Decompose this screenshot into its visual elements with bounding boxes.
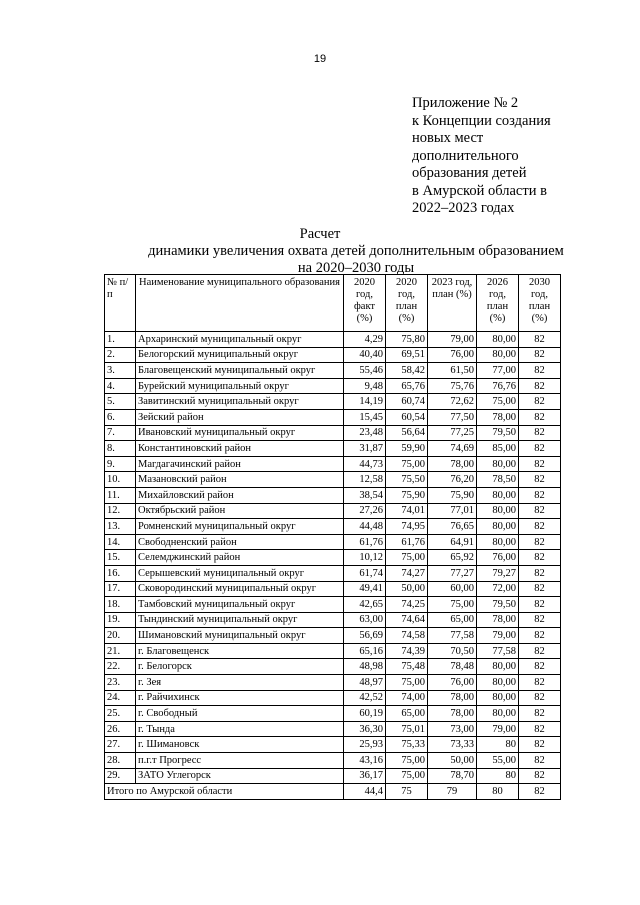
row-plan-2023: 73,00 [428, 721, 477, 737]
page-number: 19 [313, 53, 327, 65]
row-num: 4. [105, 378, 136, 394]
row-municipality: Ромненский муниципальный округ [136, 519, 344, 535]
row-municipality: п.г.т Прогресс [136, 753, 344, 769]
row-plan-2030: 82 [519, 472, 561, 488]
row-fact-2020: 65,16 [344, 643, 386, 659]
appendix-line: к Концепции создания [412, 112, 551, 129]
header-fact-2020: 2020 год, факт (%) [344, 275, 386, 332]
row-plan-2020: 61,76 [386, 534, 428, 550]
row-num: 11. [105, 487, 136, 503]
row-fact-2020: 14,19 [344, 394, 386, 410]
row-municipality: Октябрьский район [136, 503, 344, 519]
row-num: 20. [105, 628, 136, 644]
row-num: 14. [105, 534, 136, 550]
row-plan-2030: 82 [519, 456, 561, 472]
row-plan-2030: 82 [519, 441, 561, 457]
row-plan-2020: 75,90 [386, 487, 428, 503]
row-fact-2020: 25,93 [344, 737, 386, 753]
row-num: 22. [105, 659, 136, 675]
row-plan-2020: 74,64 [386, 612, 428, 628]
table-row [105, 659, 561, 675]
table-row [105, 690, 561, 706]
row-num: 2. [105, 347, 136, 363]
row-plan-2023: 76,00 [428, 347, 477, 363]
table-row [105, 519, 561, 535]
row-fact-2020: 48,98 [344, 659, 386, 675]
row-plan-2030: 82 [519, 612, 561, 628]
row-plan-2020: 74,25 [386, 597, 428, 613]
row-plan-2026: 80,00 [477, 347, 519, 363]
row-fact-2020: 15,45 [344, 409, 386, 425]
table-row [105, 394, 561, 410]
row-plan-2026: 79,00 [477, 721, 519, 737]
table-row [105, 441, 561, 457]
row-plan-2020: 65,00 [386, 706, 428, 722]
header-plan-2020: 2020 год, план (%) [386, 275, 428, 332]
row-plan-2020: 60,74 [386, 394, 428, 410]
row-plan-2023: 75,90 [428, 487, 477, 503]
total-plan-2023: 79 [428, 784, 477, 800]
row-plan-2023: 76,20 [428, 472, 477, 488]
table-row [105, 565, 561, 581]
row-plan-2026: 76,00 [477, 550, 519, 566]
row-plan-2030: 82 [519, 659, 561, 675]
row-fact-2020: 27,26 [344, 503, 386, 519]
row-plan-2020: 74,95 [386, 519, 428, 535]
row-plan-2020: 56,64 [386, 425, 428, 441]
row-municipality: г. Свободный [136, 706, 344, 722]
row-plan-2020: 75,80 [386, 332, 428, 348]
appendix-line: Приложение № 2 [412, 95, 519, 111]
total-plan-2030: 82 [519, 784, 561, 800]
table-row [105, 706, 561, 722]
table-row [105, 753, 561, 769]
row-plan-2030: 82 [519, 550, 561, 566]
row-plan-2030: 82 [519, 706, 561, 722]
row-plan-2023: 79,00 [428, 332, 477, 348]
row-municipality: г. Райчихинск [136, 690, 344, 706]
header-plan-2026: 2026 год, план (%) [477, 275, 519, 332]
row-plan-2023: 77,01 [428, 503, 477, 519]
row-num: 17. [105, 581, 136, 597]
row-plan-2023: 78,00 [428, 690, 477, 706]
row-plan-2020: 75,01 [386, 721, 428, 737]
row-plan-2023: 75,00 [428, 597, 477, 613]
row-num: 1. [105, 332, 136, 348]
row-num: 8. [105, 441, 136, 457]
row-plan-2030: 82 [519, 503, 561, 519]
row-plan-2026: 80,00 [477, 675, 519, 691]
row-municipality: г. Зея [136, 675, 344, 691]
row-plan-2023: 72,62 [428, 394, 477, 410]
row-plan-2030: 82 [519, 628, 561, 644]
row-fact-2020: 61,74 [344, 565, 386, 581]
row-plan-2030: 82 [519, 753, 561, 769]
row-plan-2020: 75,00 [386, 675, 428, 691]
table-row [105, 456, 561, 472]
row-plan-2023: 65,92 [428, 550, 477, 566]
row-plan-2030: 82 [519, 643, 561, 659]
row-plan-2020: 65,76 [386, 378, 428, 394]
row-municipality: Тамбовский муниципальный округ [136, 597, 344, 613]
row-num: 16. [105, 565, 136, 581]
row-num: 9. [105, 456, 136, 472]
row-num: 29. [105, 768, 136, 784]
row-plan-2020: 75,00 [386, 550, 428, 566]
row-plan-2026: 79,00 [477, 628, 519, 644]
row-fact-2020: 44,48 [344, 519, 386, 535]
table-row [105, 378, 561, 394]
header-num: № п/п [105, 275, 136, 332]
row-municipality: ЗАТО Углегорск [136, 768, 344, 784]
appendix-block [412, 95, 612, 218]
row-num: 3. [105, 363, 136, 379]
row-plan-2023: 77,27 [428, 565, 477, 581]
row-plan-2023: 77,50 [428, 409, 477, 425]
table-row [105, 675, 561, 691]
row-fact-2020: 43,16 [344, 753, 386, 769]
row-fact-2020: 23,48 [344, 425, 386, 441]
document-subtitle: динамики увеличения охвата детей дополнительным образованием на 2020–2030 годы [148, 243, 564, 276]
table-row [105, 425, 561, 441]
row-num: 13. [105, 519, 136, 535]
row-municipality: Селемджинский район [136, 550, 344, 566]
table-row [105, 534, 561, 550]
row-fact-2020: 44,73 [344, 456, 386, 472]
row-fact-2020: 55,46 [344, 363, 386, 379]
row-plan-2020: 59,90 [386, 441, 428, 457]
row-plan-2030: 82 [519, 737, 561, 753]
row-plan-2020: 74,58 [386, 628, 428, 644]
row-fact-2020: 49,41 [344, 581, 386, 597]
row-fact-2020: 42,65 [344, 597, 386, 613]
row-plan-2026: 55,00 [477, 753, 519, 769]
row-fact-2020: 63,00 [344, 612, 386, 628]
row-municipality: Шимановский муниципальный округ [136, 628, 344, 644]
total-plan-2020: 75 [386, 784, 428, 800]
table-row [105, 550, 561, 566]
row-fact-2020: 48,97 [344, 675, 386, 691]
row-num: 5. [105, 394, 136, 410]
row-plan-2030: 82 [519, 378, 561, 394]
table-total-row [105, 784, 561, 800]
table-row [105, 768, 561, 784]
row-num: 23. [105, 675, 136, 691]
table-row [105, 503, 561, 519]
row-plan-2020: 75,50 [386, 472, 428, 488]
table-header-row [105, 275, 561, 332]
row-plan-2030: 82 [519, 425, 561, 441]
row-plan-2023: 70,50 [428, 643, 477, 659]
row-plan-2023: 78,00 [428, 456, 477, 472]
row-plan-2026: 75,00 [477, 394, 519, 410]
row-fact-2020: 12,58 [344, 472, 386, 488]
row-plan-2026: 80,00 [477, 456, 519, 472]
row-fact-2020: 61,76 [344, 534, 386, 550]
header-plan-2023: 2023 год, план (%) [428, 275, 477, 332]
row-municipality: Белогорский муниципальный округ [136, 347, 344, 363]
row-plan-2023: 76,00 [428, 675, 477, 691]
row-num: 18. [105, 597, 136, 613]
row-plan-2030: 82 [519, 597, 561, 613]
row-num: 19. [105, 612, 136, 628]
row-plan-2026: 78,00 [477, 409, 519, 425]
row-plan-2030: 82 [519, 363, 561, 379]
row-plan-2030: 82 [519, 394, 561, 410]
table-row [105, 363, 561, 379]
row-plan-2030: 82 [519, 675, 561, 691]
row-plan-2030: 82 [519, 768, 561, 784]
row-plan-2020: 74,00 [386, 690, 428, 706]
row-fact-2020: 60,19 [344, 706, 386, 722]
total-plan-2026: 80 [477, 784, 519, 800]
table-row [105, 628, 561, 644]
row-plan-2030: 82 [519, 690, 561, 706]
row-fact-2020: 38,54 [344, 487, 386, 503]
header-name: Наименование муниципального образования [136, 275, 344, 332]
row-fact-2020: 4,29 [344, 332, 386, 348]
row-plan-2026: 79,27 [477, 565, 519, 581]
row-plan-2020: 75,33 [386, 737, 428, 753]
row-municipality: г. Шимановск [136, 737, 344, 753]
row-municipality: Архаринский муниципальный округ [136, 332, 344, 348]
row-plan-2026: 77,58 [477, 643, 519, 659]
row-fact-2020: 36,17 [344, 768, 386, 784]
row-plan-2020: 50,00 [386, 581, 428, 597]
row-municipality: Константиновский район [136, 441, 344, 457]
appendix-line: новых мест [412, 130, 484, 146]
row-plan-2020: 74,39 [386, 643, 428, 659]
row-plan-2030: 82 [519, 409, 561, 425]
table-row [105, 581, 561, 597]
row-plan-2023: 78,00 [428, 706, 477, 722]
row-plan-2023: 77,25 [428, 425, 477, 441]
table-row [105, 643, 561, 659]
row-plan-2030: 82 [519, 332, 561, 348]
row-plan-2030: 82 [519, 581, 561, 597]
row-plan-2020: 75,00 [386, 753, 428, 769]
row-plan-2026: 72,00 [477, 581, 519, 597]
row-num: 6. [105, 409, 136, 425]
row-municipality: г. Благовещенск [136, 643, 344, 659]
row-municipality: Серышевский муниципальный округ [136, 565, 344, 581]
row-plan-2023: 77,58 [428, 628, 477, 644]
row-plan-2026: 85,00 [477, 441, 519, 457]
total-label: Итого по Амурской области [105, 784, 344, 800]
row-plan-2020: 75,48 [386, 659, 428, 675]
row-municipality: Магдагачинский район [136, 456, 344, 472]
row-municipality: Благовещенский муниципальный округ [136, 363, 344, 379]
row-num: 7. [105, 425, 136, 441]
total-fact-2020: 44,4 [344, 784, 386, 800]
row-plan-2023: 73,33 [428, 737, 477, 753]
row-plan-2023: 76,65 [428, 519, 477, 535]
appendix-line: образования детей [412, 165, 527, 181]
row-plan-2023: 65,00 [428, 612, 477, 628]
row-fact-2020: 56,69 [344, 628, 386, 644]
header-plan-2030: 2030 год, план (%) [519, 275, 561, 332]
table-row [105, 721, 561, 737]
row-fact-2020: 36,30 [344, 721, 386, 737]
row-num: 27. [105, 737, 136, 753]
row-plan-2020: 75,00 [386, 456, 428, 472]
row-plan-2030: 82 [519, 347, 561, 363]
row-municipality: Ивановский муниципальный округ [136, 425, 344, 441]
row-plan-2026: 80,00 [477, 332, 519, 348]
row-municipality: г. Белогорск [136, 659, 344, 675]
row-num: 21. [105, 643, 136, 659]
row-municipality: Завитинский муниципальный округ [136, 394, 344, 410]
coverage-table [104, 274, 561, 800]
row-plan-2030: 82 [519, 721, 561, 737]
row-plan-2030: 82 [519, 519, 561, 535]
row-num: 24. [105, 690, 136, 706]
row-plan-2020: 69,51 [386, 347, 428, 363]
table-row [105, 737, 561, 753]
row-plan-2023: 64,91 [428, 534, 477, 550]
row-num: 10. [105, 472, 136, 488]
row-municipality: Тындинский муниципальный округ [136, 612, 344, 628]
table-row [105, 487, 561, 503]
row-plan-2020: 75,00 [386, 768, 428, 784]
row-fact-2020: 10,12 [344, 550, 386, 566]
row-fact-2020: 9,48 [344, 378, 386, 394]
appendix-line: в Амурской области в [412, 182, 547, 199]
row-plan-2026: 80,00 [477, 534, 519, 550]
row-municipality: Сковородинский муниципальный округ [136, 581, 344, 597]
row-plan-2023: 78,48 [428, 659, 477, 675]
row-plan-2026: 80,00 [477, 519, 519, 535]
row-plan-2020: 74,01 [386, 503, 428, 519]
row-plan-2026: 80,00 [477, 690, 519, 706]
row-plan-2026: 80 [477, 768, 519, 784]
row-plan-2026: 77,00 [477, 363, 519, 379]
row-fact-2020: 31,87 [344, 441, 386, 457]
row-municipality: Зейский район [136, 409, 344, 425]
row-plan-2026: 79,50 [477, 597, 519, 613]
row-plan-2020: 58,42 [386, 363, 428, 379]
document-title: Расчет [299, 226, 341, 242]
table-row [105, 347, 561, 363]
row-plan-2020: 74,27 [386, 565, 428, 581]
row-municipality: Мазановский район [136, 472, 344, 488]
appendix-line: дополнительного [412, 147, 519, 164]
row-fact-2020: 42,52 [344, 690, 386, 706]
row-plan-2026: 76,76 [477, 378, 519, 394]
row-num: 15. [105, 550, 136, 566]
row-plan-2026: 78,00 [477, 612, 519, 628]
row-plan-2023: 78,70 [428, 768, 477, 784]
row-num: 12. [105, 503, 136, 519]
row-plan-2026: 80,00 [477, 659, 519, 675]
row-plan-2026: 80,00 [477, 487, 519, 503]
table-row [105, 612, 561, 628]
row-plan-2030: 82 [519, 487, 561, 503]
table-row [105, 332, 561, 348]
table-row [105, 409, 561, 425]
row-plan-2026: 79,50 [477, 425, 519, 441]
row-municipality: г. Тында [136, 721, 344, 737]
row-plan-2023: 50,00 [428, 753, 477, 769]
row-plan-2030: 82 [519, 565, 561, 581]
row-plan-2020: 60,54 [386, 409, 428, 425]
row-num: 26. [105, 721, 136, 737]
row-plan-2026: 80 [477, 737, 519, 753]
row-plan-2023: 60,00 [428, 581, 477, 597]
appendix-line: 2022–2023 годах [412, 200, 515, 216]
row-plan-2023: 61,50 [428, 363, 477, 379]
row-plan-2030: 82 [519, 534, 561, 550]
row-fact-2020: 40,40 [344, 347, 386, 363]
row-plan-2023: 74,69 [428, 441, 477, 457]
row-plan-2023: 75,76 [428, 378, 477, 394]
row-plan-2026: 80,00 [477, 503, 519, 519]
row-num: 28. [105, 753, 136, 769]
row-municipality: Свободненский район [136, 534, 344, 550]
row-municipality: Бурейский муниципальный округ [136, 378, 344, 394]
row-municipality: Михайловский район [136, 487, 344, 503]
row-plan-2026: 80,00 [477, 706, 519, 722]
row-num: 25. [105, 706, 136, 722]
table-row [105, 472, 561, 488]
table-row [105, 597, 561, 613]
row-plan-2026: 78,50 [477, 472, 519, 488]
